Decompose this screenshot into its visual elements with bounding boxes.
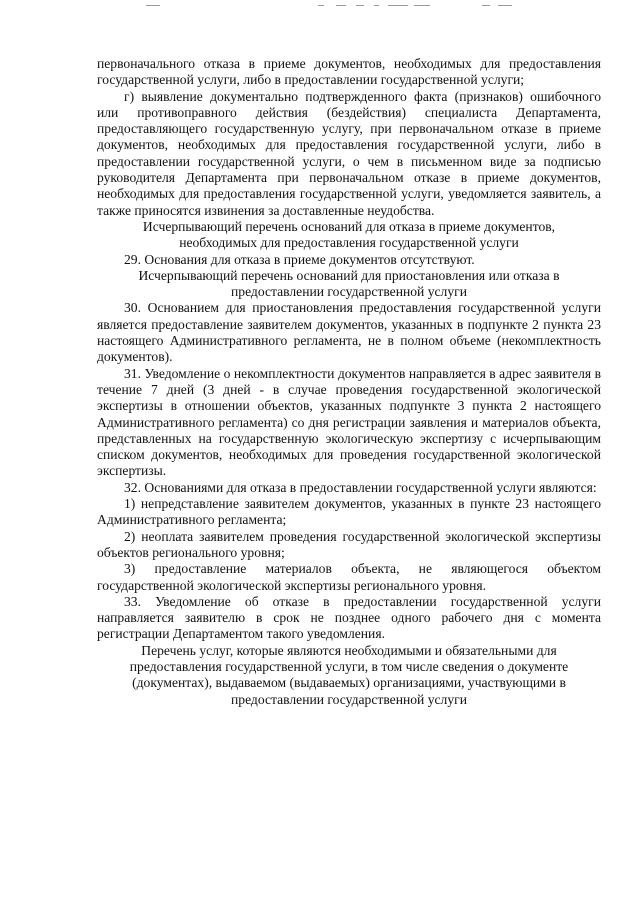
paragraph-g: г) выявление документально подтвержденного факта (признаков) ошибочного или противоправного действия (бездействия) специалиста Департамента, предоставляющего государственную услугу, при первоначальном отказе в приеме документов, необходимых для предоставления государственной услуги, либо в предоставлении государственной услуги, о чем в письменном виде за подписью руководителя Департамента при первоначальном отказе в приеме документов, необходимых для предоставления государственной услуги, уведомляется заявитель, а также приносятся извинения за доставленные неудобства. (97, 88, 601, 218)
paragraph-32-item-2: 2) неоплата заявителем проведения государственной экологической экспертизы объектов регионального уровня; (97, 528, 601, 560)
document-body (97, 56, 601, 708)
paragraph-29: 29. Основания для отказа в приеме документов отсутствуют. (124, 251, 475, 267)
paragraph-32-item-1: 1) непредставление заявителем документов, указанных в пункте 23 настоящего Административного регламента; (97, 496, 601, 528)
paragraph-33: 33. Уведомление об отказе в предоставлении государственной услуги направляется заявителю в срок не позднее одного рабочего дня с момента регистрации Департаментом такого уведомления. (97, 593, 601, 642)
section-heading-refusal-acceptance: Исчерпывающий перечень оснований для отказа в приеме документов, необходимых для предоставления государственной услуги (142, 218, 556, 251)
paragraph-30: 30. Основанием для приостановления предоставления государственной услуги является предоставление заявителем документов, указанных в подпункте 2 пункта 23 настоящего Административного регламента, не в полном объеме (некомплектность документов). (97, 300, 601, 365)
paragraph-32: 32. Основаниями для отказа в предоставлении государственной услуги являются: (124, 479, 597, 495)
paragraph-31: 31. Уведомление о некомплектности документов направляется в адрес заявителя в течение 7 дней (3 дней - в случае проведения государственной экологической экспертизы в отношении объектов, указанных подпункте 3 пункта 2 настоящего Административного регламента) со дня регистрации заявления и материалов объекта, представленных на государственную экологическую экспертизу с исчерпывающим списком документов, необходимых для проведения государственной экологической экспертизы. (97, 365, 601, 479)
paragraph-32-item-3: 3) предоставление материалов объекта, не являющегося объектом государственной экологической экспертизы регионального уровня. (97, 561, 601, 593)
section-heading-required-services: Перечень услуг, которые являются необходимыми и обязательными для предоставления государственной услуги, в том числе сведения о документе (документах), выдаваемом (выдаваемых) организациями, участвующими в предоставлении государственной услуги (129, 642, 569, 707)
section-heading-suspension-refusal: Исчерпывающий перечень оснований для приостановления или отказа в предоставлении государственной услуги (138, 267, 560, 300)
paragraph-g-continuation: первоначального отказа в приеме документов, необходимых для предоставления государственной услуги, либо в предоставлении государственной услуги; (97, 56, 601, 88)
scan-top-marks (0, 3, 640, 9)
